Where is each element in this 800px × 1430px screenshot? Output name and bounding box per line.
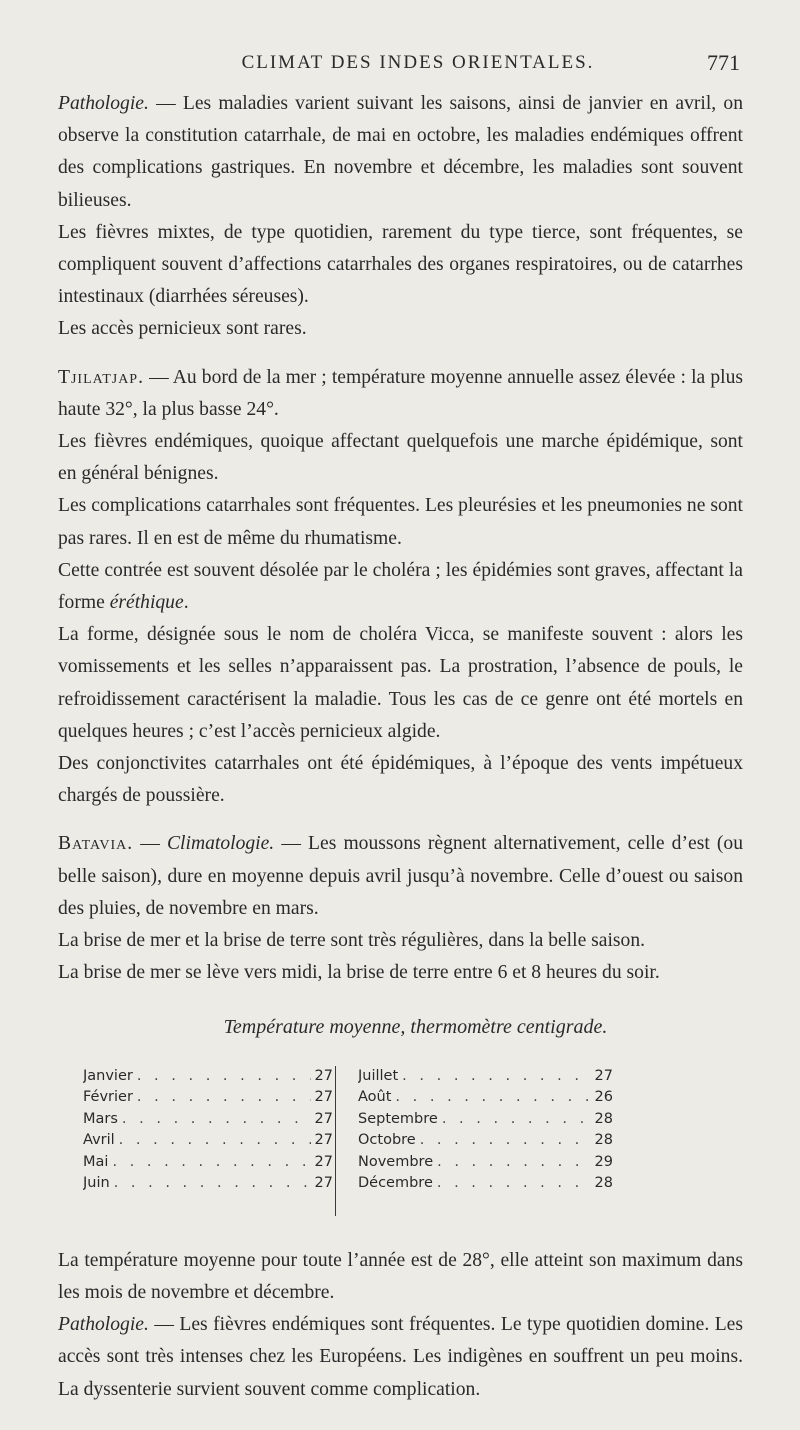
table-row bbox=[358, 1152, 613, 1174]
paragraph-cholera-vicca: La forme, désignée sous le nom de choléra Vicca, se manifeste souvent : alors les vomissements et les selles n’apparaissent pas. La prostration, l’absence de pouls, le refroidissement caractérisent la maladie. Tous les cas de ce genre ont été mortels en quelques heures ; c’est l’accès pernicieux algide. bbox=[58, 624, 743, 742]
month-label: Juillet bbox=[358, 1067, 399, 1084]
paragraph-text: — Au bord de la mer ; température moyenne annuelle assez élevée : la plus haute 32°, la plus basse 24°. bbox=[58, 366, 743, 420]
paragraph-acces-pernicieux: Les accès pernicieux sont rares. bbox=[58, 318, 307, 340]
month-label: Juin bbox=[83, 1175, 110, 1192]
temperature-value: 27 bbox=[314, 1089, 333, 1106]
leader-dots bbox=[115, 1130, 311, 1151]
paragraph-text: — Les maladies varient suivant les saisons, ainsi de janvier en avril, on observe la constitution catarrhale, de mai en octobre, les maladies endémiques offrent des complications gastriques. En novembre et décembre, les maladies sont souvent bilieuses. bbox=[58, 93, 743, 211]
month-label: Avril bbox=[83, 1132, 115, 1149]
temperature-value: 27 bbox=[314, 1132, 333, 1149]
month-label: Août bbox=[358, 1089, 392, 1106]
table-row bbox=[83, 1066, 333, 1088]
page-number: 771 bbox=[707, 50, 740, 75]
paragraph-tjilatjap bbox=[58, 362, 743, 426]
month-label: Novembre bbox=[358, 1153, 434, 1170]
leader-dots bbox=[133, 1066, 311, 1087]
paragraph-batavia bbox=[58, 828, 743, 925]
leader-dots bbox=[110, 1173, 311, 1194]
table-title: Température moyenne, thermomètre centigrade. bbox=[223, 1016, 608, 1039]
temperature-value: 26 bbox=[594, 1089, 613, 1106]
page-header bbox=[0, 52, 800, 82]
table-row bbox=[358, 1130, 613, 1152]
paragraph-conjonctivites: Des conjonctivites catarrhales ont été épidémiques, à l’époque des vents impétueux chargés de poussière. bbox=[58, 753, 743, 807]
temperature-table bbox=[83, 1062, 643, 1237]
paragraph-brise-horaires: La brise de mer se lève vers midi, la brise de terre entre 6 et 8 heures du soir. bbox=[58, 962, 660, 984]
paragraph-text: — Les fièvres endémiques sont fréquentes. Le type quotidien domine. Les accès sont très intenses chez les Européens. Les indigènes en souffrent un peu moins. La dyssenterie survient souvent comme complication. bbox=[58, 1314, 743, 1400]
table-row bbox=[358, 1066, 613, 1088]
paragraph-fievres-endemiques: Les fièvres endémiques, quoique affectant quelquefois une marche épidémique, sont en général bénignes. bbox=[58, 431, 743, 485]
month-label: Septembre bbox=[358, 1110, 438, 1127]
paragraph-text: Cette contrée est souvent désolée par le choléra ; les épidémies sont graves, affectant la forme bbox=[58, 559, 743, 614]
temperature-value: 27 bbox=[594, 1067, 613, 1084]
month-label: Mars bbox=[83, 1110, 118, 1127]
leader-dots bbox=[391, 1087, 590, 1108]
table-column-left bbox=[83, 1066, 333, 1195]
table-row bbox=[83, 1130, 333, 1152]
leader-dots bbox=[433, 1152, 590, 1173]
section-label-pathologie: Pathologie. bbox=[58, 93, 149, 114]
place-name-tjilatjap: Tjilatjap. bbox=[58, 366, 144, 388]
body-text bbox=[58, 88, 743, 1406]
running-title: CLIMAT DES INDES ORIENTALES. bbox=[241, 52, 595, 73]
table-row bbox=[83, 1173, 333, 1195]
table-row bbox=[83, 1109, 333, 1131]
leader-dots bbox=[438, 1109, 591, 1130]
table-divider bbox=[335, 1066, 336, 1216]
section-label-pathologie: Pathologie. bbox=[58, 1314, 149, 1336]
month-label: Décembre bbox=[358, 1175, 433, 1192]
month-label: Octobre bbox=[358, 1132, 416, 1149]
table-column-right bbox=[358, 1066, 613, 1195]
italic-term: éréthique bbox=[109, 592, 184, 614]
temperature-value: 28 bbox=[594, 1132, 613, 1149]
table-row bbox=[83, 1087, 333, 1109]
temperature-value: 27 bbox=[314, 1067, 333, 1084]
leader-dots bbox=[416, 1130, 591, 1151]
section-label-climatologie: Climatologie. bbox=[166, 833, 275, 855]
paragraph-cholera bbox=[58, 555, 743, 619]
table-row bbox=[358, 1087, 613, 1109]
paragraph-text: — Les moussons règnent alternativement, celle d’est (ou belle saison), dure en moyenne depuis avril jusqu’à novembre. Celle d’ouest ou saison des pluies, de novembre en mars. bbox=[58, 833, 743, 919]
leader-dots bbox=[118, 1109, 311, 1130]
temperature-value: 27 bbox=[314, 1175, 333, 1192]
paragraph-end: . bbox=[183, 592, 189, 614]
leader-dots bbox=[433, 1173, 591, 1194]
paragraph-complications: Les complications catarrhales sont fréquentes. Les pleurésies et les pneumonies ne sont pas rares. Il en est de même du rhumatisme. bbox=[58, 495, 743, 549]
paragraph-pathologie-batavia bbox=[58, 1309, 743, 1406]
paragraph-brise: La brise de mer et la brise de terre sont très régulières, dans la belle saison. bbox=[58, 930, 646, 952]
leader-dots bbox=[108, 1152, 310, 1173]
table-row bbox=[358, 1173, 613, 1195]
table-row bbox=[358, 1109, 613, 1131]
leader-dots bbox=[398, 1066, 590, 1087]
place-name-batavia: Batavia. bbox=[58, 833, 134, 855]
temperature-value: 29 bbox=[594, 1153, 613, 1170]
paragraph-fievres-mixtes: Les fièvres mixtes, de type quotidien, rarement du type tierce, sont fréquentes, se compliquent souvent d’affections catarrhales des organes respiratoires, ou de catarrhes intestinaux (diarrhées séreuses). bbox=[58, 221, 743, 308]
paragraph-pathologie-1 bbox=[58, 88, 743, 217]
month-label: Février bbox=[83, 1089, 133, 1106]
dash: — bbox=[133, 833, 167, 855]
month-label: Janvier bbox=[83, 1067, 133, 1084]
temperature-value: 28 bbox=[594, 1175, 613, 1192]
table-row bbox=[83, 1152, 333, 1174]
temperature-value: 27 bbox=[314, 1153, 333, 1170]
leader-dots bbox=[133, 1087, 311, 1108]
month-label: Mai bbox=[83, 1153, 109, 1170]
temperature-value: 27 bbox=[314, 1110, 333, 1127]
paragraph-temperature-annuelle: La température moyenne pour toute l’année est de 28°, elle atteint son maximum dans les mois de novembre et décembre. bbox=[58, 1249, 743, 1303]
temperature-value: 28 bbox=[594, 1110, 613, 1127]
